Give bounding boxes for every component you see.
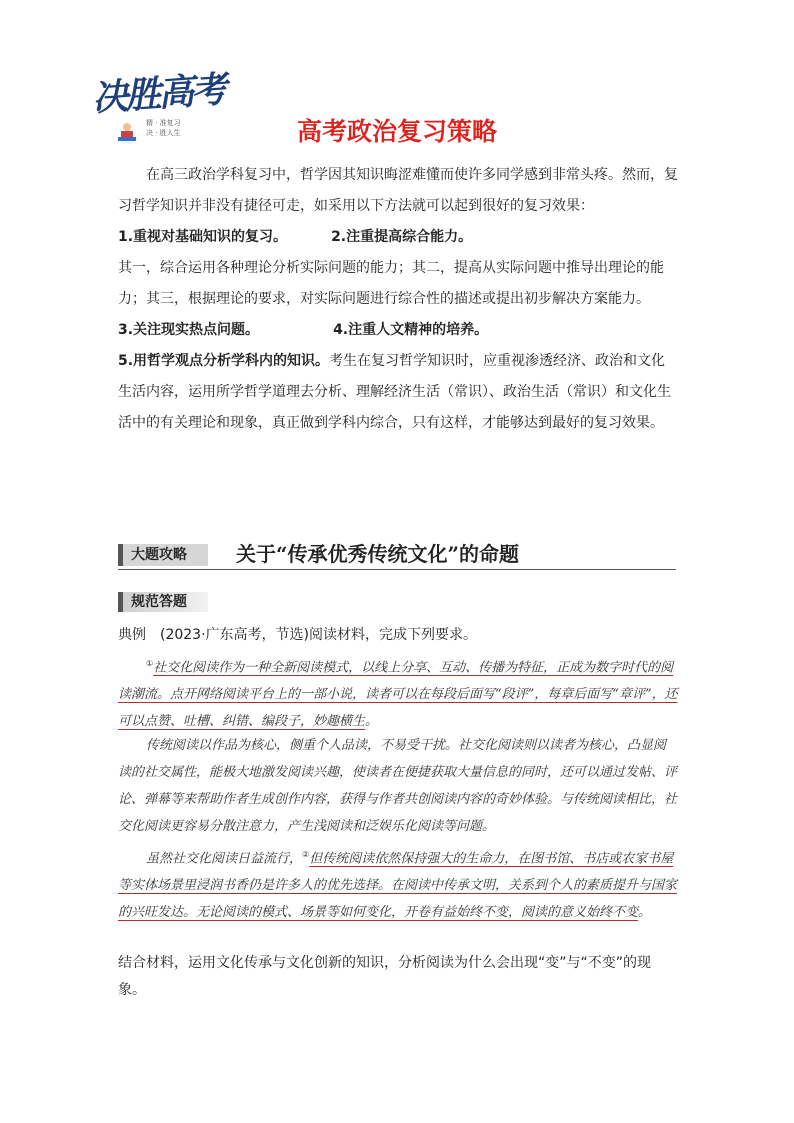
intro-paragraph: 在高三政治学科复习中，哲学因其知识晦涩难懂而使许多同学感到非常头疼。然而，复习哲学知识并非没有捷径可走，如采用以下方法就可以起到很好的复习效果： — [118, 167, 678, 214]
point-2: 2.注重提高综合能力。 — [331, 229, 473, 245]
point-5-label: 5.用哲学观点分析学科内的知识。 — [118, 353, 330, 369]
section-divider — [118, 569, 676, 570]
logo-text: 决胜高考 — [90, 68, 226, 120]
question-text: 结合材料，运用文化传承与文化创新的知识，分析阅读为什么会出现“变”与“不变”的现象。 — [118, 955, 652, 998]
point-3: 3.关注现实热点问题。 — [118, 322, 260, 338]
section-title: 关于“传承优秀传统文化”的命题 — [236, 542, 520, 566]
marker-2: ② — [302, 850, 310, 859]
point-4: 4.注重人文精神的培养。 — [333, 322, 489, 338]
underlined-text-2: 但传统阅读依然保持强大的生命力，在图书馆、书店或农家书屋等实体场景里浸润书香仍是许多人的优先选择。在阅读中传承文明，关系到个人的素质提升与国家的兴旺发达。无论阅读的模式、场景等如何变化，开卷有益始终不变，阅读的意义始终不变 — [118, 851, 678, 921]
material-paragraph-1 — [118, 650, 678, 735]
point-5-body: 考生在复习哲学知识时，应重视渗透经济、政治和文化生活内容，运用所学哲学道理去分析、理解经济生活（常识）、政治生活（常识）和文化生活中的有关理论和现象，真正做到学科内综合，只有这样，才能够达到最好的复习效果。 — [118, 353, 671, 431]
material-paragraph-2: 传统阅读以作品为核心，侧重个人品读，不易受干扰。社交化阅读则以读者为核心，凸显阅读的社交属性，能极大地激发阅读兴趣，使读者在便捷获取大量信息的同时，还可以通过发帖、评论、弹幕等来帮助作者生成创作内容，获得与作者共创阅读内容的奇妙体验。与传统阅读相比，社交化阅读更容易分散注意力，产生浅阅读和泛娱乐化阅读等问题。 — [118, 738, 678, 834]
sub-section-tag: 规范答题 — [118, 592, 208, 612]
material-p1-end: 。 — [365, 714, 379, 730]
points-row-1 — [118, 222, 678, 253]
material-p3-end: 。 — [638, 905, 652, 921]
point-5 — [118, 346, 678, 439]
logo-slogan-line-2: 决 · 胜人生 — [146, 129, 181, 137]
underlined-text-1: 社交化阅读作为一种全新阅读模式，以线上分享、互动、传播为特征，正成为数字时代的阅读潮流。点开网络阅读平台上的一部小说，读者可以在每段后面写“段评”，每章后面写“章评”，还可以点赞、吐槽、纠错、编段子，妙趣横生 — [118, 660, 678, 730]
section-tag: 大题攻略 — [118, 544, 208, 566]
section-header — [118, 538, 676, 570]
material-paragraph-3 — [118, 841, 678, 926]
example-intro: 典例 (2023·广东高考，节选)阅读材料，完成下列要求。 — [118, 627, 478, 643]
marker-1: ① — [146, 659, 154, 668]
point-1: 1.重视对基础知识的复习。 — [118, 229, 288, 245]
logo-slogan-line-1: 精 · 准复习 — [146, 119, 181, 127]
page-title: 高考政治复习策略 — [296, 117, 497, 146]
material-p3-start: 虽然社交化阅读日益流行， — [146, 851, 303, 867]
point-2-detail: 其一，综合运用各种理论分析实际问题的能力；其二，提高从实际问题中推导出理论的能力；其三，根据理论的要求，对实际问题进行综合性的描述或提出初步解决方案能力。 — [118, 260, 664, 307]
points-row-2 — [118, 315, 678, 346]
